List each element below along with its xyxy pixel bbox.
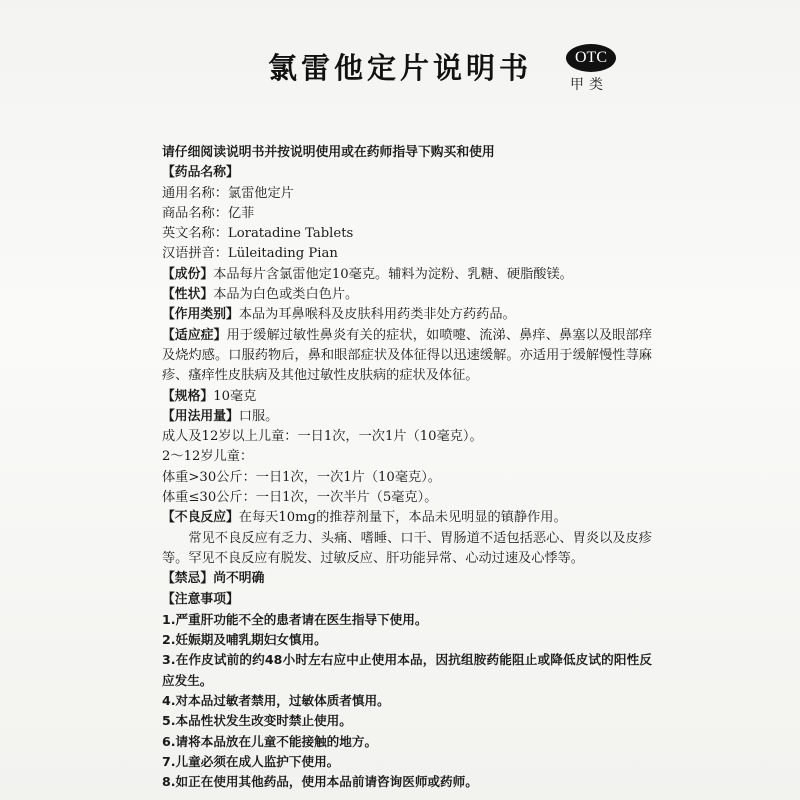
specification-heading: 【规格】 [162,388,214,404]
dosage-heading: 【用法用量】 [162,408,239,424]
ingredients-heading: 【成份】 [162,266,214,282]
trade-name: 商品名称：亿菲 [162,205,255,221]
leaflet-body [162,143,652,793]
dosage-text: 口服。 [238,408,279,424]
precaution-item: 8.如正在使用其他药品，使用本品前请咨询医师或药师。 [162,774,478,790]
specification-section [162,387,652,407]
english-name: 英文名称：Loratadine Tablets [162,226,354,242]
otc-badge: OTC [566,44,616,72]
contraindications-section [162,569,652,589]
precaution-item: 7.儿童必须在成人监护下使用。 [162,753,340,769]
appearance-text: 本品为白色或类白色片。 [213,287,359,303]
dosage-under-30kg: 体重≤30公斤：一日1次，一次半片（5毫克）。 [162,490,438,506]
dosage-section [162,407,652,427]
contraindications-text: 尚不明确 [213,571,265,587]
adverse-text: 在每天10mg的推荐剂量下，本品未见明显的镇静作用。 [238,510,567,526]
indications-text: 用于缓解过敏性鼻炎有关的症状，如喷嚏、流涕、鼻痒、鼻塞以及眼部痒及烧灼感。口服药物后，鼻和眼部症状及体征得以迅速缓解。亦适用于缓解慢性荨麻疹、瘙痒性皮肤病及其他过敏性皮肤病的症状及体征。 [162,327,653,384]
ingredients-section [162,265,652,285]
pinyin-name: 汉语拼音：Lüleitading Pian [162,246,338,262]
precaution-item: 5.本品性状发生改变时禁止使用。 [162,713,352,729]
precautions-heading: 【注意事项】 [162,591,239,607]
category-heading: 【作用类别】 [162,307,239,323]
adverse-heading: 【不良反应】 [162,510,239,526]
dosage-adult: 成人及12岁以上儿童：一日1次，一次1片（10毫克）。 [162,429,483,445]
adverse-section [162,508,652,528]
category-section [162,305,652,325]
category-text: 本品为耳鼻喉科及皮肤科用药类非处方药药品。 [238,307,516,323]
contraindications-heading: 【禁忌】 [162,571,214,587]
otc-class-label: 甲类 [570,77,608,93]
precaution-item: 3.在作皮试前的约48小时左右应中止使用本品，因抗组胺药能阻止或降低皮试的阳性反应发生。 [162,652,652,688]
dosage-over-30kg: 体重>30公斤：一日1次，一次1片（10毫克）。 [162,469,441,485]
ingredients-text: 本品每片含氯雷他定10毫克。辅料为淀粉、乳糖、硬脂酸镁。 [213,266,573,282]
indications-heading: 【适应症】 [162,327,227,343]
indications-section [162,326,652,387]
precaution-item: 6.请将本品放在儿童不能接触的地方。 [162,733,378,749]
precaution-item: 2.妊娠期及哺乳期妇女慎用。 [162,632,327,648]
generic-name: 通用名称：氯雷他定片 [162,185,294,201]
precaution-item: 1.严重肝功能不全的患者请在医生指导下使用。 [162,611,428,627]
appearance-heading: 【性状】 [162,287,214,303]
precaution-item: 4.对本品过敏者禁用，过敏体质者慎用。 [162,693,390,709]
intro-notice: 请仔细阅读说明书并按说明使用或在药师指导下购买和使用 [162,145,495,160]
drug-name-heading: 【药品名称】 [162,165,239,181]
dosage-child-range: 2～12岁儿童： [162,449,254,465]
document-title: 氯雷他定片说明书 [267,51,532,85]
appearance-section [162,285,652,305]
specification-text: 10毫克 [213,388,257,404]
adverse-paragraph: 常见不良反应有乏力、头痛、嗜睡、口干、胃肠道不适包括恶心、胃炎以及皮疹等。罕见不良反应有脱发、过敏反应、肝功能异常、心动过速及心悸等。 [162,530,652,566]
